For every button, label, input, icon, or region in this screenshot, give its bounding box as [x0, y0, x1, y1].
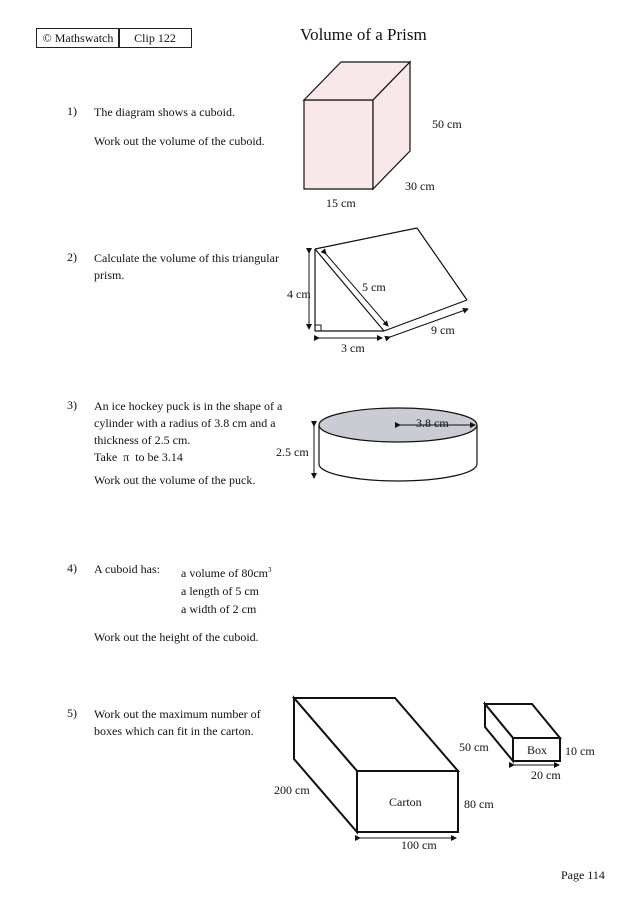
q1-depth-label: 30 cm [405, 179, 435, 193]
q3-thickness-label: 2.5 cm [276, 445, 309, 459]
q1-line: Work out the volume of the cuboid. [94, 134, 265, 148]
q5-text [94, 706, 261, 740]
q4-fact: a length of 5 cm [181, 584, 259, 598]
q4-volume-power: 3 [267, 566, 272, 574]
q2-line: Calculate the volume of this triangular [94, 251, 279, 265]
q5-box-label: Box [527, 743, 548, 757]
q1-cuboid [304, 62, 410, 189]
q2-hypotenuse-label: 5 cm [362, 280, 386, 294]
q1-text [94, 104, 265, 150]
q1-height-label: 50 cm [432, 117, 462, 131]
q2-length-label: 9 cm [431, 323, 455, 337]
q2-height-label: 4 cm [287, 287, 311, 301]
q5-box [485, 704, 560, 761]
q3-line: Work out the volume of the puck. [94, 473, 256, 487]
q3-line: Take π to be 3.14 [94, 450, 183, 464]
copyright-text: © Mathswatch [42, 31, 114, 45]
q3-text [94, 398, 282, 489]
q5-carton-depth-label: 80 cm [464, 797, 494, 811]
page-title: Volume of a Prism [300, 25, 427, 44]
q5-carton [294, 698, 458, 832]
q2-number: 2) [67, 250, 77, 264]
q5-number: 5) [67, 706, 77, 720]
q5-carton-height-label: 200 cm [274, 783, 310, 797]
q4-facts [181, 561, 271, 618]
q1-width-label: 15 cm [326, 196, 356, 210]
q5-box-depth-label: 50 cm [459, 740, 489, 754]
q5-line: boxes which can fit in the carton. [94, 724, 254, 738]
q4-instruction: Work out the height of the cuboid. [94, 630, 259, 644]
q3-line: cylinder with a radius of 3.8 cm and a [94, 416, 276, 430]
q1-number: 1) [67, 104, 77, 118]
q1-cuboid-front [304, 100, 373, 189]
q3-line: An ice hockey puck is in the shape of a [94, 399, 283, 413]
q4-number: 4) [67, 561, 77, 575]
q4-fact: a width of 2 cm [181, 602, 257, 616]
q3-line: thickness of 2.5 cm. [94, 433, 191, 447]
q2-prism [309, 228, 468, 338]
q3-puck [314, 408, 477, 481]
q2-base-label: 3 cm [341, 341, 365, 355]
page-number: Page 114 [561, 868, 605, 882]
q3-number: 3) [67, 398, 77, 412]
q5-box-height-label: 10 cm [565, 744, 595, 758]
q5-box-width-label: 20 cm [531, 768, 561, 782]
q4-intro: A cuboid has: [94, 562, 160, 576]
q2-text [94, 250, 279, 284]
q2-line: prism. [94, 268, 125, 282]
clip-text: Clip 122 [134, 31, 176, 45]
q5-line: Work out the maximum number of [94, 707, 261, 721]
q1-line: The diagram shows a cuboid. [94, 105, 235, 119]
q5-carton-width-label: 100 cm [401, 838, 437, 852]
q3-radius-label: 3.8 cm [416, 416, 449, 430]
q4-fact: a volume of $80cm^3$ [181, 566, 272, 580]
q5-carton-label: Carton [389, 795, 422, 809]
q2-length-arrow [390, 309, 468, 337]
